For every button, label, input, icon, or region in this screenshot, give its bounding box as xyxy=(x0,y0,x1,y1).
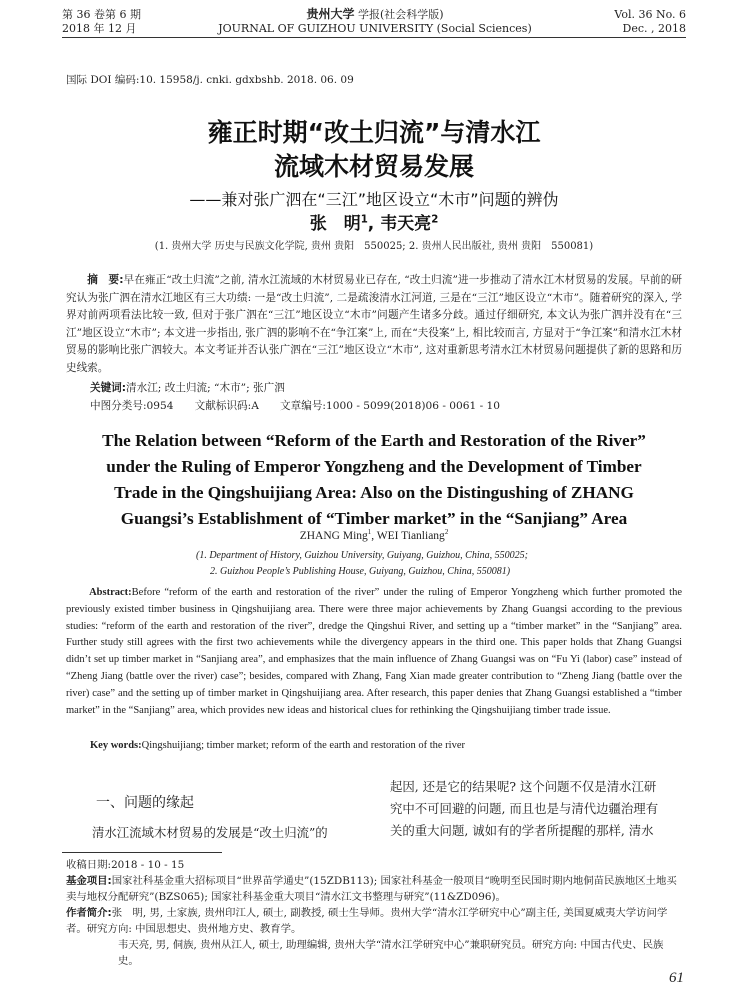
footnote-rule xyxy=(62,852,222,853)
section-heading: 一、问题的缘起 xyxy=(96,795,194,811)
journal-title-en: JOURNAL OF GUIZHOU UNIVERSITY (Social Sciences) xyxy=(218,22,532,35)
fund-info xyxy=(66,874,682,905)
keywords-en-label: Key words: xyxy=(90,740,142,751)
author-bio-2: 韦天亮, 男, 侗族, 贵州从江人, 硕士, 助理编辑, 贵州大学“清水江学研究中心”兼职研究员。研究方向: 中国古代史、民族史。 xyxy=(118,939,664,967)
title-en-line3: Trade in the Qingshuijiang Area: Also on the Distingushing of ZHANG xyxy=(114,483,634,502)
keywords-cn-label: 关键词: xyxy=(90,382,127,394)
keywords-cn xyxy=(90,380,285,398)
fund-text: 国家社科基金重大招标项目“世界苗学通史”(15ZDB113); 国家社科基金一般项目“晚明至民国时期内地侗苗民族地区土地买卖与地权分配研究”(BZS065); 国家社科基金重大项目“清水江文书整理与研究”(11&ZD096)。 xyxy=(66,875,677,903)
affiliation-en-1: (1. Department of History, Guizhou University, Guiyang, Guizhou, China, 550025; xyxy=(196,550,528,561)
author2-sup: 2 xyxy=(431,214,439,226)
author1-en: ZHANG Ming xyxy=(299,530,368,542)
authors-cn: 张 明$^1$, 韦天亮$^2$ xyxy=(309,214,439,234)
author1-en-sup: 1 xyxy=(367,529,372,537)
abstract-en-label: Abstract: xyxy=(89,587,132,598)
abstract-cn-text: 早在雍正“改土归流”之前, 清水江流域的木材贸易业已存在, “改土归流”进一步推动了清水江木材贸易的发展。早前的研究认为张广泗在清水江地区有三大功绩: 一是“改土归流”, 二是疏浚清水江河道, 三是在“三江”地区设立“木市”。随着研究的深入, 学界对前两项看法比较一致, 但对于张广泗在“三江”地区设立“木市”问题产生诸多分歧。通过仔细研究, 本文认为张广泗并没有在“三江”地区设立“木市”; 本文进一步指出, 张广泗的影响不在“争江案”上, 而在“夫役案”上, 相比较而言, 方显对于“争江案”和清水江木材贸易的影响比张广泗较大。本文考证并否认张广泗在“三江”地区设立“木市”, 这对重新思考清水江木材贸易问题提供了新的思路和历史线索。 xyxy=(66,274,682,374)
volume-en: Vol. 36 No. 6 xyxy=(614,8,686,21)
author1-cn: 张 明 xyxy=(309,214,361,234)
title-cn-line1: 雍正时期“改土归流”与清水江 xyxy=(207,118,541,147)
abstract-en-text: Before “reform of the earth and restoration of the river” under the ruling of Emperor Yongzheng which further promoted the previously existed timber business in Qingshuijiang area. There were three major achievements by Zhang Guangsi according to the previous studies: “reform of the earth and restoration of the river”, dredge the Qingshui River, and setting up a “timber market” in the “Sanjiang” area. Further study still agrees with the first two achievements while the divergency appears in the third one. This paper holds that Zhang Guangsi didn’t set up timber market in “Sanjiang area”, and emphasizes that the main influence of Zhang Guangsi was on “Fu Yi (labor) case” instead of “Zheng Jiang (battle over the river) case”; besides, compared with Zhang, Fang Xian made greater contribution to “Zheng Jiang (battle over the river) case” and the setting up of timber market in Qingshuijiang area. After research, this paper denies that Zhang Guangsi established a “timber market” in the “Sanjiang” area, which provides new ideas and historical clues for rethinking the Qingshuijiang timber trade issue. xyxy=(66,587,682,716)
page-number: 61 xyxy=(669,970,684,986)
keywords-cn-text: 清水江; 改土归流; “木市”; 张广泗 xyxy=(126,382,285,394)
author1-sup: 1 xyxy=(360,214,368,226)
abstract-en xyxy=(66,585,682,719)
keywords-en-text: Qingshuijiang; timber market; reform of the earth and restoration of the river xyxy=(141,740,465,751)
fund-label: 基金项目: xyxy=(66,875,112,887)
author2-en: , WEI Tianliang xyxy=(371,530,445,542)
subtitle-cn: ——兼对张广泗在“三江”地区设立“木市”问题的辨伪 xyxy=(189,190,559,209)
body-right-line2: 究中不可回避的问题, 而且也是与清代边疆治理有 xyxy=(390,801,659,816)
title-en-line1: The Relation between “Reform of the Earth and Restoration of the River” xyxy=(102,431,646,450)
body-left-col: 清水江流域木材贸易的发展是“改土归流”的 xyxy=(92,825,328,840)
abstract-cn-label: 摘 要: xyxy=(87,274,124,286)
title-en-line4: Guangsi’s Establishment of “Timber market” in the “Sanjiang” Area xyxy=(120,509,628,528)
abstract-cn xyxy=(66,272,682,377)
received-date: 收稿日期:2018 - 10 - 15 xyxy=(66,859,185,871)
affiliation-cn: (1. 贵州大学 历史与民族文化学院, 贵州 贵阳 550025; 2. 贵州人民出版社, 贵州 贵阳 550081) xyxy=(154,241,594,252)
author-bio-1 xyxy=(66,906,682,937)
volume-cn: 第 36 卷第 6 期 xyxy=(62,8,141,21)
body-right-line1: 起因, 还是它的结果呢? 这个问题不仅是清水江研 xyxy=(390,779,657,794)
author-bio-1-text: 张 明, 男, 土家族, 贵州印江人, 硕士, 副教授, 硕士生导师。贵州大学“清水江学研究中心”副主任, 美国夏威夷大学访问学者。研究方向: 中国思想史、贵州地方史、教育学。 xyxy=(66,907,668,935)
date-en: Dec. , 2018 xyxy=(622,22,686,35)
title-en-line2: under the Ruling of Emperor Yongzheng and the Development of Timber xyxy=(106,457,642,476)
author-bio-label: 作者简介: xyxy=(66,907,112,919)
journal-logo: 贵州大学 xyxy=(306,7,355,21)
title-cn-line2: 流域木材贸易发展 xyxy=(273,152,474,181)
authors-en xyxy=(62,530,686,542)
date-cn: 2018 年 12 月 xyxy=(62,22,137,35)
classification-line: 中图分类号:0954 文献标识码:A 文章编号:1000 - 5099(2018)06 - 0061 - 10 xyxy=(90,400,501,412)
header-rule xyxy=(62,37,686,38)
keywords-en xyxy=(90,738,465,755)
journal-name-cn: 学报(社会科学版) xyxy=(357,8,444,21)
affiliation-en-2: 2. Guizhou People’s Publishing House, Guiyang, Guizhou, China, 550081) xyxy=(210,566,511,577)
author2-cn: 韦天亮 xyxy=(380,214,432,234)
author2-en-sup: 2 xyxy=(444,529,449,537)
body-right-line3: 关的重大问题, 诚如有的学者所提醒的那样, 清水 xyxy=(390,823,654,838)
doi-code: 国际 DOI 编码:10. 15958/j. cnki. gdxbshb. 2018. 06. 09 xyxy=(66,74,354,86)
